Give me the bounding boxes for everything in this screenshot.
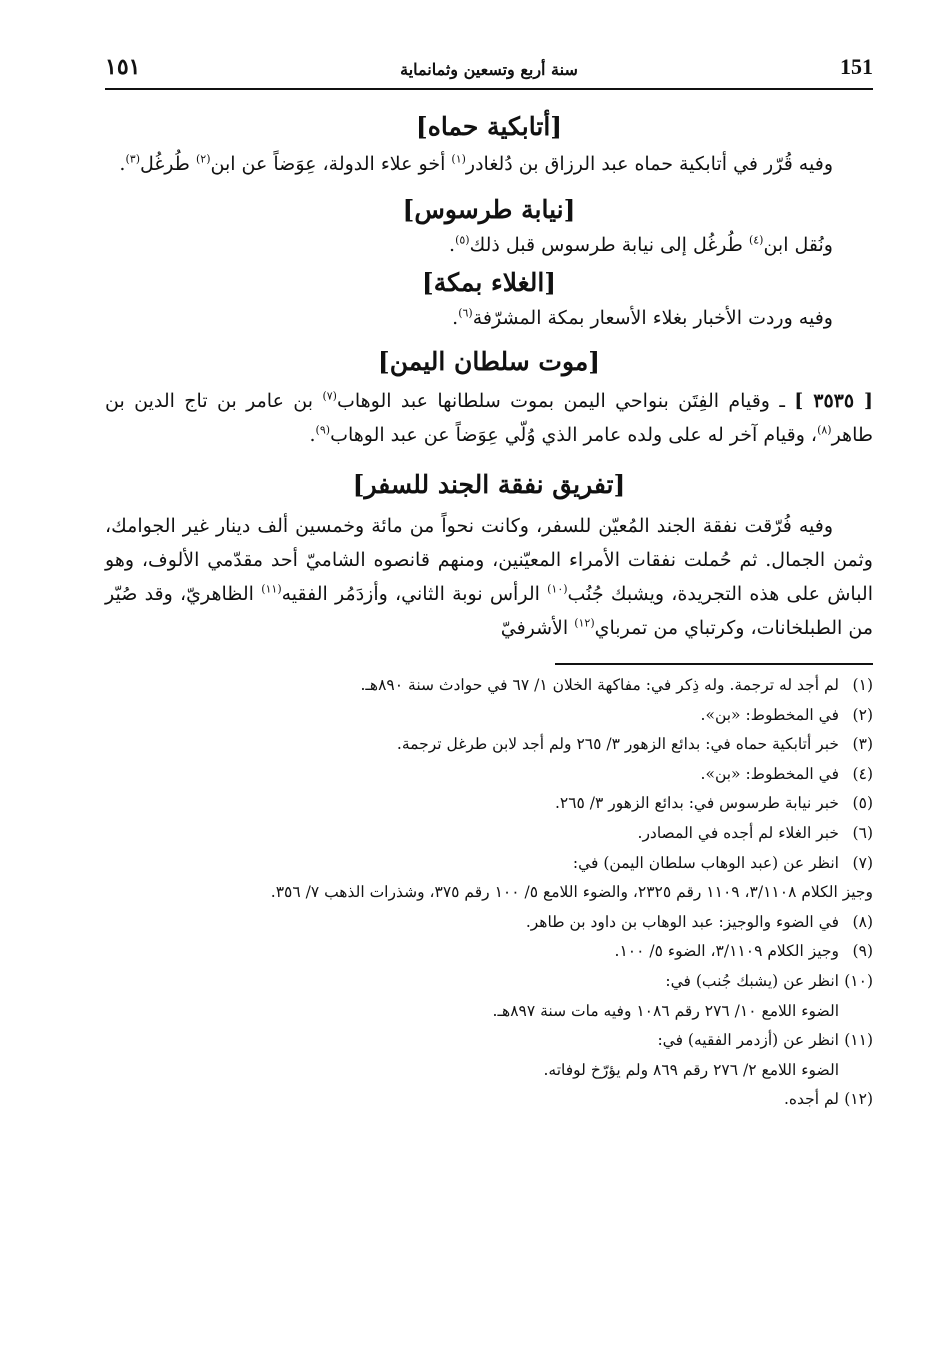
footnote-item: (٨)في الضوء والوجيز: عبد الوهاب بن داود بن طاهر. <box>525 912 873 931</box>
entry-number: [ ٣٥٣٥ ] <box>794 390 874 412</box>
footnote-ref[interactable]: (١٠) <box>547 582 568 596</box>
footnote-ref[interactable]: (٢) <box>195 152 211 166</box>
section-heading: [نيابة طرسوس] <box>402 195 576 224</box>
page-number-latin: 151 <box>840 54 873 79</box>
section-paragraph: ونُقل ابن$^{(٤)}$ طُرغُل إلى نيابة طرسوس قبل ذلك$^{(٥)}$. <box>449 233 833 256</box>
footnote-continuation: وجيز الكلام ٣/١١٠٨، ١١٠٩ رقم ٢٣٢٥، والضوء اللامع ٥/ ١٠٠ رقم ٣٧٥، وشذرات الذهب ٧/ ٣٥٦. <box>270 883 873 902</box>
section-heading: [الغلاء بمكة] <box>421 268 557 297</box>
section-paragraph: وفيه قُرّر في أتابكية حماه عبد الرزاق بن دُلغادر$^{(١)}$ أخو علاء الدولة، عِوَضاً عن ابن$^{(٢)}$ طُرغُل$^{(٣)}$. <box>119 152 833 175</box>
footnote-continuation: الضوء اللامع ١٠/ ٢٧٦ رقم ١٠٨٦ وفيه مات سنة ٨٩٧هـ. <box>492 1001 839 1020</box>
footnote-item: (١١)انظر عن (أزدمر الفقيه) في: <box>657 1031 873 1050</box>
footnote-ref[interactable]: (١) <box>451 152 466 166</box>
footnote-continuation: الضوء اللامع ٢/ ٢٧٦ رقم ٨٦٩ ولم يؤرّخ لوفاته. <box>543 1060 839 1079</box>
book-page <box>105 52 873 1115</box>
section-paragraph: وفيه وردت الأخبار بغلاء الأسعار بمكة المشرّفة$^{(٦)}$. <box>452 306 833 329</box>
footnote-ref[interactable]: (٩) <box>315 423 331 437</box>
footnote-item: (١)لم أجد له ترجمة. وله ذِكر في: مفاكهة الخلان ١/ ٦٧ في حوادث سنة ٨٩٠هـ. <box>360 676 873 694</box>
footnote-item: (٣)خبر أتابكية حماه في: بدائع الزهور ٣/ ٢٦٥ ولم أجد لابن طرغل ترجمة. <box>396 735 873 754</box>
footnote-item: (١٠)انظر عن (يشبك جُنب) في: <box>665 971 873 990</box>
footnote-divider <box>555 663 873 665</box>
footnote-item: (٢)في المخطوط: «بن». <box>700 705 873 724</box>
section-heading: [موت سلطان اليمن] <box>377 347 601 376</box>
section-paragraph: وفيه فُرّقت نفقة الجند المُعيّن للسفر، وكانت نحواً من مائة وخمسين ألف دينار غير الجوامك، وثمن الجمال. ثم حُملت نفقات الأمراء المعيّنين، ومنهم قانصوه الشاميّ أحد مقدّمي الألوف، وهو الباش على هذه التجريدة، ويشبك جُنُب$^{(١٠)}$ الرأس نوبة الثاني، وأزدَمُر الفقيه$^{(١١)}$ الظاهريّ، وقد صُيّر من الطبلخانات، وكرتباي من تمرباي$^{(١٢)}$ الأشرفيّ <box>105 515 873 639</box>
section-heading: [أتابكية حماه] <box>415 112 563 141</box>
page-header <box>105 52 873 90</box>
footnote-item: (٥)خبر نيابة طرسوس في: بدائع الزهور ٣/ ٢٦٥. <box>554 794 873 813</box>
running-title: سنة أربع وتسعين وثمانماية <box>400 60 578 79</box>
footnote-item: (٧)انظر عن (عبد الوهاب سلطان اليمن) في: <box>572 853 873 872</box>
footnote-ref[interactable]: (٨) <box>817 423 832 437</box>
footnote-ref[interactable]: (٧) <box>322 389 337 403</box>
footnote-ref[interactable]: (١٢) <box>574 616 595 630</box>
footnote-item: (٦)خبر الغلاء لم أجده في المصادر. <box>637 823 873 842</box>
page-number-arabic: ١٥١ <box>105 54 141 80</box>
footnote-ref[interactable]: (٦) <box>458 306 473 320</box>
section-paragraph: [ ٣٥٣٥ ] ـ وقيام الفِتَن بنواحي اليمن بموت سلطانها عبد الوهاب$^{(٧)}$ بن عامر بن تاج الدين بن طاهر$^{(٨)}$، وقيام آخر له على ولده عامر الذي وُلّي عِوَضاً عن عبد الوهاب$^{(٩)}$. <box>105 389 874 446</box>
footnote-item: (٩)وجيز الكلام ٣/١١٠٩، الضوء ٥/ ١٠٠. <box>614 942 873 961</box>
section-heading: [تفريق نفقة الجند للسفر] <box>352 470 626 499</box>
footnote-item: (١٢)لم أجده. <box>783 1090 873 1109</box>
footnotes <box>105 671 873 1115</box>
footnote-item: (٤)في المخطوط: «بن». <box>700 764 873 783</box>
footnote-ref[interactable]: (٥) <box>455 233 470 247</box>
footnote-ref[interactable]: (١١) <box>261 582 282 596</box>
footnote-ref[interactable]: (٣) <box>125 152 140 166</box>
footnote-ref[interactable]: (٤) <box>748 233 764 247</box>
